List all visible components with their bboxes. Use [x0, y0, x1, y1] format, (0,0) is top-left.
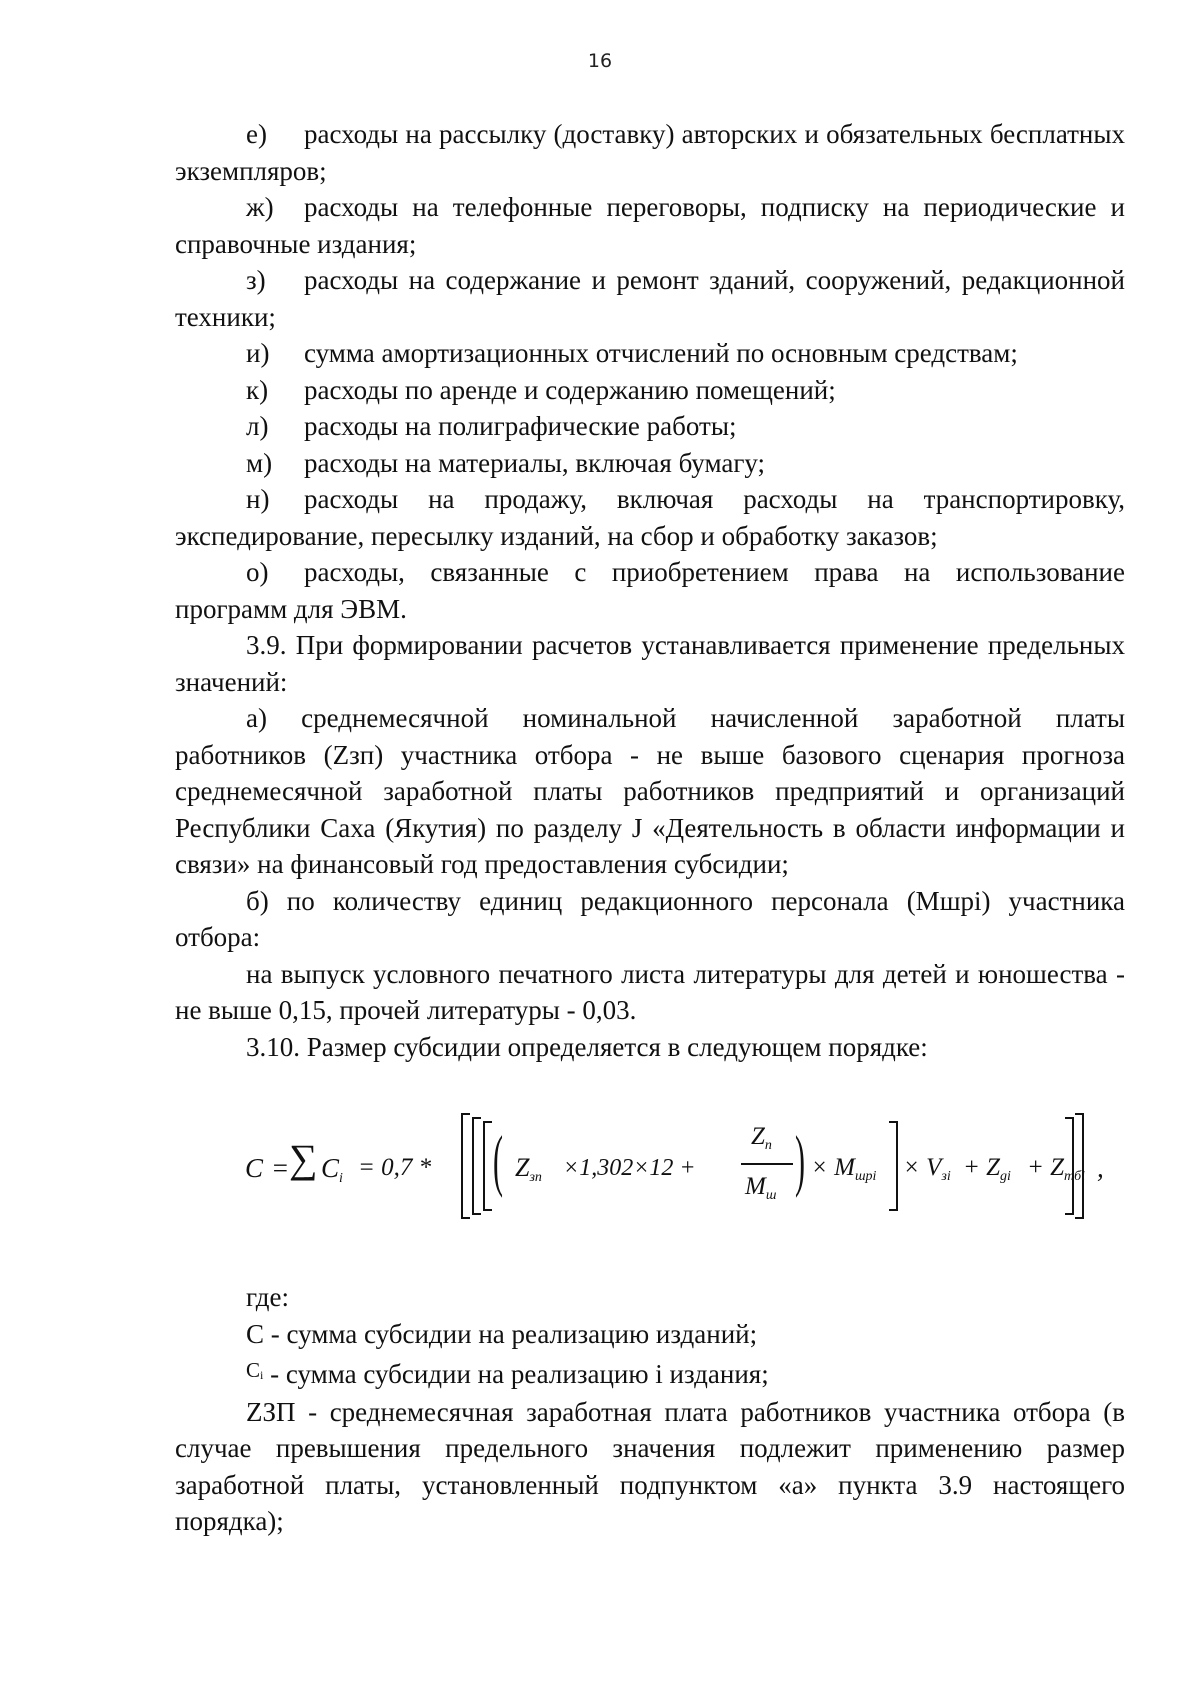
expense-item-marker: к)	[246, 374, 269, 405]
subsidy-formula	[175, 1105, 1125, 1235]
expense-item-marker: н)	[246, 484, 270, 514]
formula-times-v: × $V_{зi}$	[903, 1154, 951, 1184]
expense-item-marker: ж)	[246, 192, 274, 222]
formula-mult: ×1,302×12 +	[563, 1155, 696, 1181]
inner-bracket-right	[889, 1121, 898, 1211]
document-body	[175, 116, 1125, 1540]
expense-item	[175, 372, 1125, 409]
formula-frac-num: $Z_n$	[751, 1123, 772, 1153]
formula-frac-den: $M_ш$	[745, 1173, 777, 1203]
paren-right: )	[795, 1123, 805, 1200]
paren-left: (	[493, 1123, 503, 1200]
middle-bracket-right	[1065, 1117, 1074, 1215]
expense-item-text: расходы на полиграфические работы;	[304, 411, 737, 441]
expense-item-text: расходы по аренде и содержанию помещений;	[304, 374, 836, 405]
expense-item-marker: и)	[246, 338, 270, 368]
expense-item-text: расходы на материалы, включая бумагу;	[304, 447, 766, 478]
formula-plus-zg: + $Z_{gi}$	[963, 1154, 1011, 1184]
formula-plus-zt: + $Z_{тбi}$	[1027, 1154, 1086, 1184]
expense-item	[175, 189, 1125, 262]
section-3-10-intro: 3.10. Размер субсидии определяется в следующем порядке:	[246, 1031, 928, 1062]
expense-list	[175, 116, 1125, 627]
section-3-9-item-a: а) среднемесячной номинальной начисленной заработной платы работников (Zзп) участника отбора - не выше базового сценария прогноза среднемесячной заработной платы работников предприятий и организаций Республики Саха (Якутия) по разделу J «Деятельность в области информации и связи» на финансовый год предоставления субсидии;	[175, 703, 1125, 879]
expense-item	[175, 408, 1125, 445]
section-3-9-intro: 3.9. При формировании расчетов устанавливается применение предельных значений:	[175, 630, 1125, 697]
expense-item	[175, 262, 1125, 335]
outer-bracket-right	[1075, 1113, 1084, 1219]
expense-item-text: расходы, связанные с приобретением права на использование программ для ЭВМ.	[175, 557, 1125, 624]
expense-item-marker: м)	[246, 447, 273, 478]
page-number: 16	[587, 50, 613, 72]
expense-item-text: расходы на продажу, включая расходы на транспортировку, экспедирование, пересылку изданий, на сбор и обработку заказов;	[175, 484, 1125, 551]
inner-bracket-left	[483, 1121, 492, 1211]
expense-item-text: расходы на рассылку (доставку) авторских и обязательных бесплатных экземпляров;	[175, 119, 1125, 186]
section-3-9-item-b-detail: на выпуск условного печатного листа литературы для детей и юношества - не выше 0,15, прочей литературы - 0,03.	[175, 958, 1125, 1025]
middle-bracket-left	[472, 1117, 481, 1215]
section-3-9-item-b: б) по количеству единиц редакционного персонала (Мшрi) участника отбора:	[175, 885, 1125, 952]
expense-item-marker: е)	[246, 119, 267, 149]
formula-c: C	[245, 1153, 264, 1183]
expense-item-text: расходы на телефонные переговоры, подписку на периодические и справочные издания;	[175, 192, 1125, 259]
ci-symbol: Ci	[246, 1358, 264, 1382]
formula-eq1: =	[271, 1153, 290, 1183]
expense-item	[175, 554, 1125, 627]
where-label: где:	[246, 1282, 289, 1312]
expense-item	[175, 116, 1125, 189]
formula-zzp: $Z_{зп}$	[515, 1153, 542, 1185]
formula-times-m: × $M_{шрi}$	[811, 1154, 877, 1184]
formula-sum: ∑	[289, 1136, 318, 1181]
formula-eq2: = 0,7 *	[358, 1154, 432, 1181]
definition-c: C - сумма субсидии на реализацию изданий;	[246, 1318, 758, 1349]
expense-item-text: сумма амортизационных отчислений по основным средствам;	[304, 338, 1018, 368]
expense-item	[175, 481, 1125, 554]
expense-item-text: расходы на содержание и ремонт зданий, сооружений, редакционной техники;	[175, 265, 1125, 332]
expense-item-marker: з)	[246, 265, 266, 295]
formula-comma: ,	[1097, 1153, 1104, 1183]
definition-ci: $^{Ci}$ - сумма субсидии на реализацию i издания;	[246, 1358, 769, 1389]
expense-item-marker: л)	[246, 411, 269, 441]
expense-item	[175, 335, 1125, 372]
definition-zzp: ZЗП - среднемесячная заработная плата работников участника отбора (в случае превышения предельного значения подлежит применению размер заработной платы, установленный подпунктом «а» пункта 3.9 настоящего порядка);	[175, 1396, 1125, 1536]
expense-item-marker: о)	[246, 557, 269, 587]
formula-frac-line	[741, 1163, 793, 1165]
formula-ci: $C_i$	[321, 1153, 343, 1186]
outer-bracket-left	[461, 1113, 470, 1219]
expense-item	[175, 445, 1125, 482]
